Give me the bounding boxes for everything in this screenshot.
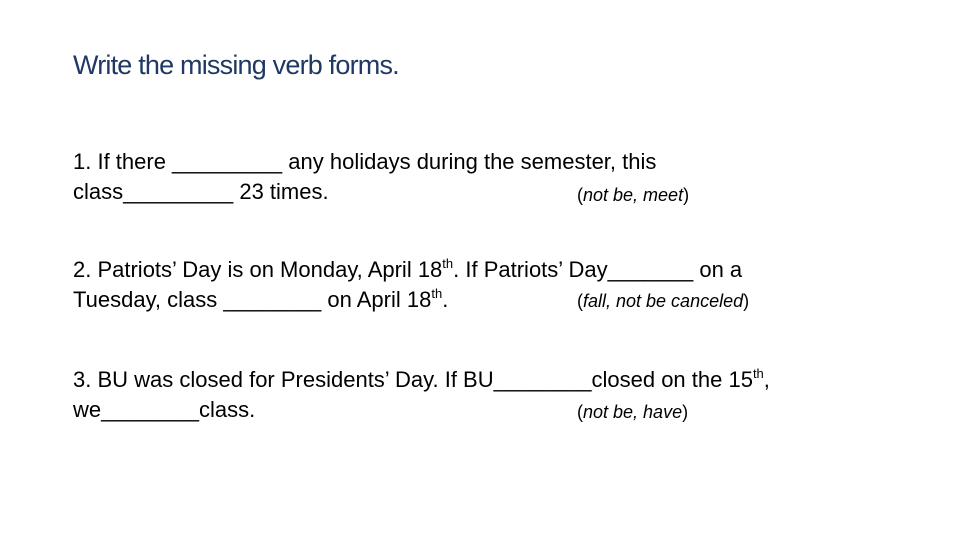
slide-title: Write the missing verb forms.	[73, 50, 399, 80]
item-3-line-1-tail: ,	[763, 367, 770, 392]
item-1-hint-open: (	[577, 185, 583, 205]
item-2-line-1-sup: th	[442, 255, 454, 271]
item-1-hint-words: not be, meet	[583, 185, 684, 205]
item-3-line-1	[73, 365, 770, 392]
item-2-line-1-tail: . If Patriots’ Day_______ on a	[453, 257, 743, 282]
item-1-hint	[577, 186, 689, 204]
item-3-line-2: we________class.	[73, 397, 256, 422]
item-2-line-2-sup: th	[431, 285, 443, 301]
item-2-line-1-text: 2. Patriots’ Day is on Monday, April 18	[73, 257, 443, 282]
item-3-hint-words: not be, have	[583, 402, 683, 422]
item-2-line-2-text: Tuesday, class ________ on April 18	[73, 287, 432, 312]
item-3-line-1-sup: th	[752, 365, 764, 381]
item-3-hint	[577, 403, 688, 421]
item-3-line-1-text: 3. BU was closed for Presidents’ Day. If BU________closed on the 15	[73, 367, 753, 392]
item-2-line-1	[73, 255, 743, 282]
item-1-line-1: 1. If there _________ any holidays during the semester, this	[73, 149, 657, 174]
item-1-hint-close: )	[683, 185, 690, 205]
item-3-hint-close: )	[682, 402, 689, 422]
item-2-hint-close: )	[743, 291, 750, 311]
item-2-hint	[577, 292, 749, 310]
item-2-hint-open: (	[577, 291, 583, 311]
item-2-line-2	[73, 285, 449, 312]
item-2-line-2-tail: .	[442, 287, 449, 312]
item-3-hint-open: (	[577, 402, 583, 422]
item-1-line-2: class_________ 23 times.	[73, 179, 329, 204]
item-2-hint-words: fall, not be canceled	[583, 291, 744, 311]
